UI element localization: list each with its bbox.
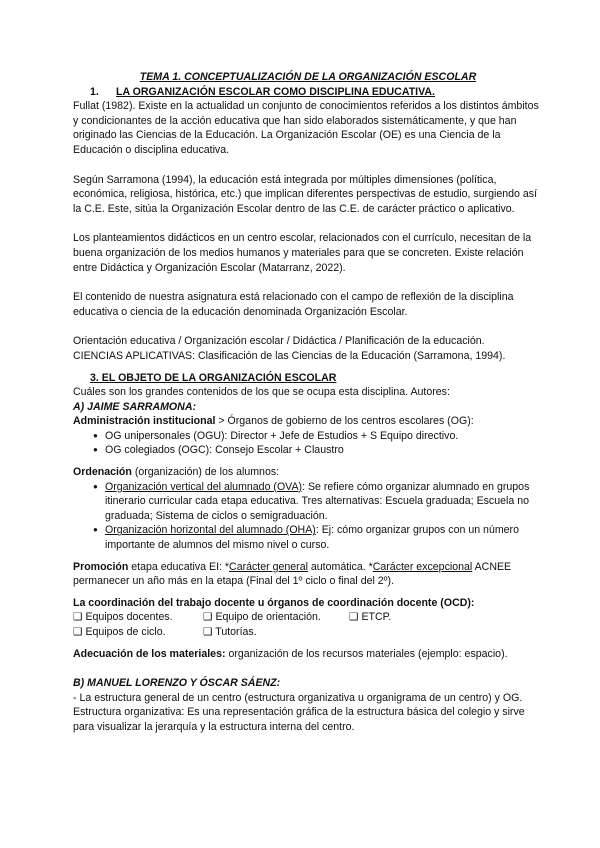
paragraph-didactic: Los planteamientos didácticos en un centro escolar, relacionados con el currículo, necesitan de la buena organización de los medios humanos y materiales para que se concreten. Existe relación entre Didáctica y Organización Escolar (Matarranz, 2022). bbox=[73, 232, 532, 274]
author-b-heading: B) MANUEL LORENZO Y ÓSCAR SÁENZ: bbox=[73, 677, 281, 690]
checklist-item: ❑ Equipos docentes. bbox=[73, 611, 173, 624]
document-title: TEMA 1. CONCEPTUALIZACIÓN DE LA ORGANIZACIÓN ESCOLAR bbox=[139, 71, 477, 83]
ova-text: : Se refiere cómo organizar alumnado en grupos itinerario curricular cada etapa educativa. Tres alternativas: Escuela graduada; Escuela no graduada; Sistema de ciclos o semigraduación. bbox=[105, 480, 530, 522]
promotion-text-a: etapa educativa EI: * bbox=[128, 560, 230, 573]
promotion-text-c: ACNEE permanecer un año más en la etapa (Final del 1º ciclo o final del 2º). bbox=[73, 560, 512, 588]
materials-label: Adecuación de los materiales: bbox=[73, 647, 226, 660]
oha-term: Organización horizontal del alumnado (OHA) bbox=[105, 524, 316, 537]
promotion-paragraph bbox=[73, 560, 543, 589]
section-3-heading bbox=[73, 371, 543, 386]
checklist-item: ❑ Equipos de ciclo. bbox=[73, 626, 166, 638]
paragraph-fullat: Fullat (1982). Existe en la actualidad un conjunto de conocimientos referidos a los distintos ámbitos y condicionantes de la acción educativa que han sido elaborados sistemáticamente, y que han originado las Ciencias de la Educación. La Organización Escolar (OE) es una Ciencia de la Educación o disciplina educativa. bbox=[73, 100, 539, 156]
paragraph-applied-sciences: CIENCIAS APLICATIVAS: Clasificación de las Ciencias de la Educación (Sarramona, 1994). bbox=[73, 349, 506, 362]
general-character-term: Carácter general bbox=[229, 560, 308, 573]
section-1-number: 1. bbox=[90, 85, 99, 98]
materials-text: organización de los recursos materiales (ejemplo: espacio). bbox=[225, 647, 508, 660]
section-1-heading bbox=[73, 85, 543, 100]
promotion-label: Promoción bbox=[73, 560, 129, 573]
ordering-label: Ordenación bbox=[73, 466, 132, 479]
coordination-heading: La coordinación del trabajo docente u órganos de coordinación docente (OCD): bbox=[73, 596, 475, 609]
paragraph-sciences-list: Orientación educativa / Organización escolar / Didáctica / Planificación de la educación. bbox=[73, 335, 485, 348]
admin-text: > Órganos de gobierno de los centros escolares (OG): bbox=[215, 415, 474, 428]
ordering-text: (organización) de los alumnos: bbox=[131, 466, 280, 479]
checklist-row bbox=[73, 625, 543, 640]
author-a-heading: A) JAIME SARRAMONA: bbox=[73, 400, 197, 413]
checklist-row bbox=[73, 610, 543, 625]
list-item bbox=[93, 480, 543, 524]
document-page bbox=[73, 70, 543, 735]
ordering-line bbox=[73, 465, 543, 480]
section-1-heading-text: LA ORGANIZACIÓN ESCOLAR COMO DISCIPLINA EDUCATIVA. bbox=[116, 85, 435, 98]
admin-line bbox=[73, 414, 543, 429]
paragraph-sarramona: Según Sarramona (1994), la educación está integrada por múltiples dimensiones (política, económica, religiosa, histórica, etc.) que implican diferentes perspectivas de estudio, surgiendo así la C.E. Este, sitúa la Organización Escolar dentro de las C.E. de carácter práctico o aplicativo. bbox=[73, 173, 538, 215]
list-item: ● OG colegiados (OGC): Consejo Escolar + Claustro bbox=[93, 443, 543, 458]
checklist-item: ❑ Equipo de orientación. bbox=[203, 611, 321, 624]
section-3-heading-text: 3. EL OBJETO DE LA ORGANIZACIÓN ESCOLAR bbox=[90, 371, 337, 384]
materials-paragraph bbox=[73, 647, 543, 662]
promotion-text-b: automática. * bbox=[307, 560, 373, 573]
section-3-intro: Cuáles son los grandes contenidos de los que se ocupa esta disciplina. Autores: bbox=[73, 386, 450, 399]
admin-label: Administración institucional bbox=[73, 415, 216, 428]
exceptional-character-term: Carácter excepcional bbox=[372, 560, 473, 573]
checklist-item: ❑ ETCP. bbox=[349, 611, 392, 624]
list-item bbox=[93, 523, 543, 552]
author-b-paragraph: - La estructura general de un centro (estructura organizativa u organigrama de un centro) y OG. Estructura organizativa: Es una representación gráfica de la estructura básica del colegio y sirve para visualizar la jerarquía y la estructura interna del centro. bbox=[73, 691, 525, 733]
ova-term: Organización vertical del alumnado (OVA) bbox=[105, 480, 303, 493]
list-item: ● OG unipersonales (OGU): Director + Jefe de Estudios + S Equipo directivo. bbox=[93, 429, 543, 444]
oha-text: : Ej: cómo organizar grupos con un número importante de alumnos del mismo nivel o curso. bbox=[105, 524, 519, 552]
paragraph-content: El contenido de nuestra asignatura está relacionado con el campo de reflexión de la disciplina educativa o ciencia de la educación denominada Organización Escolar. bbox=[73, 291, 514, 318]
ordering-list bbox=[73, 480, 543, 553]
admin-list bbox=[73, 429, 543, 458]
checklist-item: ❑ Tutorías. bbox=[203, 626, 257, 638]
